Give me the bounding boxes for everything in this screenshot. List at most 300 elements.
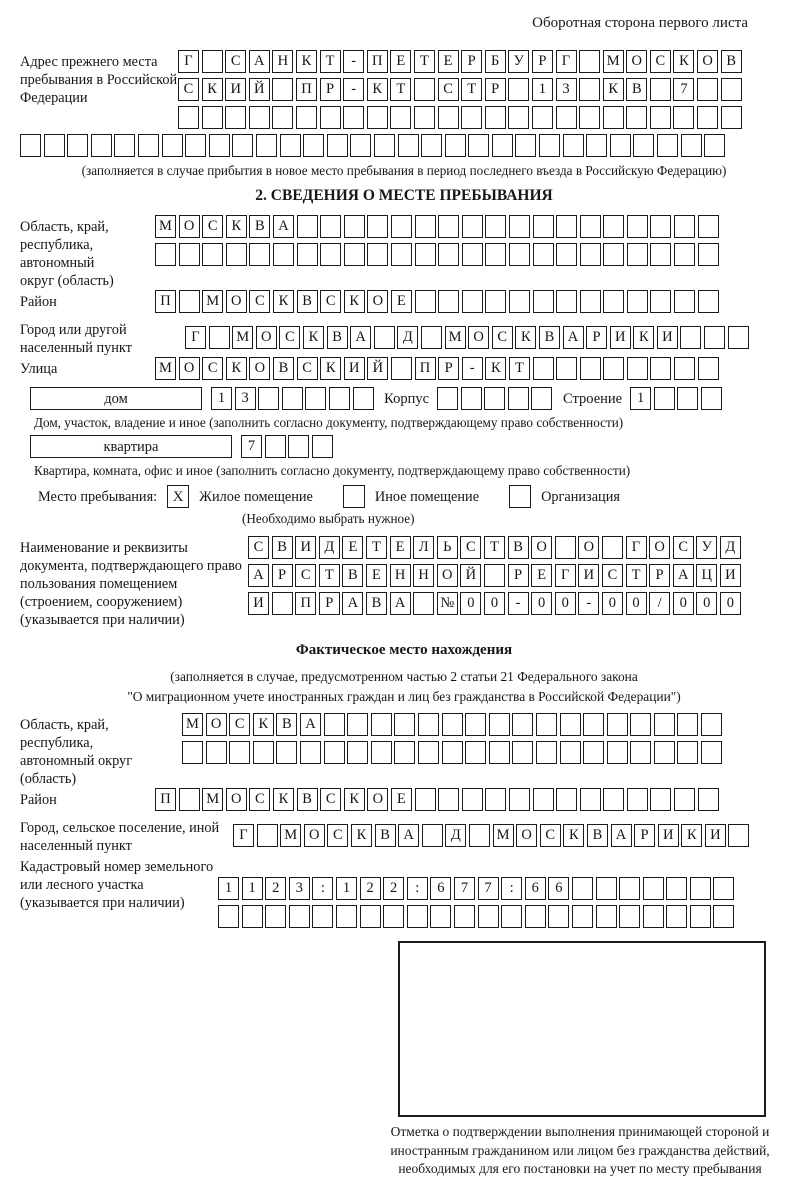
char-cell[interactable]: К: [351, 824, 372, 847]
char-cell[interactable]: 0: [531, 592, 552, 615]
char-cell[interactable]: К: [273, 788, 294, 811]
district-row[interactable]: [155, 290, 721, 313]
char-cell[interactable]: [206, 741, 227, 764]
char-cell[interactable]: А: [611, 824, 632, 847]
char-cell[interactable]: [690, 905, 711, 928]
char-cell[interactable]: П: [367, 50, 388, 73]
char-cell[interactable]: [508, 106, 529, 129]
char-cell[interactable]: [586, 134, 607, 157]
char-cell[interactable]: 1: [242, 877, 263, 900]
actual-district-row[interactable]: [155, 788, 721, 811]
char-cell[interactable]: [677, 741, 698, 764]
char-cell[interactable]: Т: [461, 78, 482, 101]
char-cell[interactable]: [650, 290, 671, 313]
char-cell[interactable]: Р: [438, 357, 459, 380]
char-cell[interactable]: О: [179, 357, 200, 380]
char-cell[interactable]: Г: [233, 824, 254, 847]
char-cell[interactable]: [282, 387, 303, 410]
stroenie-cells[interactable]: [630, 387, 724, 410]
char-cell[interactable]: К: [202, 78, 223, 101]
char-cell[interactable]: И: [295, 536, 316, 559]
char-cell[interactable]: [484, 387, 505, 410]
char-cell[interactable]: [555, 536, 576, 559]
char-cell[interactable]: К: [673, 50, 694, 73]
region-row-1[interactable]: [155, 215, 721, 238]
char-cell[interactable]: [580, 215, 601, 238]
char-cell[interactable]: [182, 741, 203, 764]
actual-region-row-1[interactable]: [182, 713, 725, 736]
char-cell[interactable]: М: [202, 788, 223, 811]
char-cell[interactable]: [442, 741, 463, 764]
char-cell[interactable]: [666, 905, 687, 928]
prev-address-row-2[interactable]: [178, 78, 744, 101]
char-cell[interactable]: Т: [626, 564, 647, 587]
char-cell[interactable]: [603, 215, 624, 238]
char-cell[interactable]: [509, 290, 530, 313]
char-cell[interactable]: [697, 78, 718, 101]
char-cell[interactable]: М: [445, 326, 466, 349]
char-cell[interactable]: [563, 134, 584, 157]
char-cell[interactable]: [218, 905, 239, 928]
char-cell[interactable]: [438, 290, 459, 313]
char-cell[interactable]: [627, 788, 648, 811]
char-cell[interactable]: К: [344, 290, 365, 313]
char-cell[interactable]: С: [202, 215, 223, 238]
char-cell[interactable]: [713, 905, 734, 928]
char-cell[interactable]: 7: [673, 78, 694, 101]
char-cell[interactable]: [297, 215, 318, 238]
document-row-1[interactable]: [248, 536, 743, 559]
char-cell[interactable]: [465, 741, 486, 764]
char-cell[interactable]: [602, 536, 623, 559]
char-cell[interactable]: [650, 357, 671, 380]
char-cell[interactable]: К: [273, 290, 294, 313]
char-cell[interactable]: А: [673, 564, 694, 587]
char-cell[interactable]: [704, 134, 725, 157]
apartment-cells[interactable]: [241, 435, 335, 458]
char-cell[interactable]: [462, 788, 483, 811]
char-cell[interactable]: [512, 713, 533, 736]
char-cell[interactable]: 0: [673, 592, 694, 615]
char-cell[interactable]: [515, 134, 536, 157]
char-cell[interactable]: [580, 243, 601, 266]
char-cell[interactable]: Л: [413, 536, 434, 559]
char-cell[interactable]: [67, 134, 88, 157]
char-cell[interactable]: В: [587, 824, 608, 847]
char-cell[interactable]: С: [249, 290, 270, 313]
char-cell[interactable]: [350, 134, 371, 157]
char-cell[interactable]: Д: [445, 824, 466, 847]
char-cell[interactable]: [422, 824, 443, 847]
char-cell[interactable]: [398, 134, 419, 157]
char-cell[interactable]: -: [343, 78, 364, 101]
char-cell[interactable]: 1: [532, 78, 553, 101]
char-cell[interactable]: А: [563, 326, 584, 349]
char-cell[interactable]: М: [202, 290, 223, 313]
char-cell[interactable]: [596, 905, 617, 928]
char-cell[interactable]: -: [508, 592, 529, 615]
char-cell[interactable]: [347, 741, 368, 764]
char-cell[interactable]: [297, 243, 318, 266]
char-cell[interactable]: [312, 435, 333, 458]
char-cell[interactable]: [353, 387, 374, 410]
char-cell[interactable]: [489, 713, 510, 736]
char-cell[interactable]: [713, 877, 734, 900]
char-cell[interactable]: Т: [414, 50, 435, 73]
char-cell[interactable]: [680, 326, 701, 349]
char-cell[interactable]: Т: [484, 536, 505, 559]
char-cell[interactable]: [674, 788, 695, 811]
char-cell[interactable]: [654, 713, 675, 736]
char-cell[interactable]: В: [366, 592, 387, 615]
char-cell[interactable]: О: [304, 824, 325, 847]
char-cell[interactable]: [91, 134, 112, 157]
char-cell[interactable]: [296, 106, 317, 129]
char-cell[interactable]: А: [398, 824, 419, 847]
char-cell[interactable]: О: [516, 824, 537, 847]
char-cell[interactable]: К: [296, 50, 317, 73]
char-cell[interactable]: [489, 741, 510, 764]
char-cell[interactable]: [367, 106, 388, 129]
char-cell[interactable]: [603, 243, 624, 266]
char-cell[interactable]: [531, 387, 552, 410]
char-cell[interactable]: И: [248, 592, 269, 615]
char-cell[interactable]: [367, 243, 388, 266]
char-cell[interactable]: Т: [320, 50, 341, 73]
char-cell[interactable]: [583, 741, 604, 764]
char-cell[interactable]: С: [225, 50, 246, 73]
char-cell[interactable]: [249, 243, 270, 266]
char-cell[interactable]: [155, 243, 176, 266]
char-cell[interactable]: [312, 905, 333, 928]
char-cell[interactable]: [394, 741, 415, 764]
char-cell[interactable]: Т: [509, 357, 530, 380]
char-cell[interactable]: В: [276, 713, 297, 736]
char-cell[interactable]: А: [248, 564, 269, 587]
char-cell[interactable]: [677, 713, 698, 736]
char-cell[interactable]: [690, 877, 711, 900]
char-cell[interactable]: Р: [586, 326, 607, 349]
char-cell[interactable]: С: [327, 824, 348, 847]
char-cell[interactable]: В: [249, 215, 270, 238]
actual-city-row[interactable]: [233, 824, 752, 847]
char-cell[interactable]: Р: [319, 592, 340, 615]
house-box[interactable]: дом: [30, 387, 202, 410]
prev-address-row-3[interactable]: [178, 106, 744, 129]
char-cell[interactable]: [336, 905, 357, 928]
char-cell[interactable]: И: [705, 824, 726, 847]
char-cell[interactable]: 1: [218, 877, 239, 900]
char-cell[interactable]: [603, 290, 624, 313]
char-cell[interactable]: [462, 215, 483, 238]
char-cell[interactable]: К: [253, 713, 274, 736]
char-cell[interactable]: [391, 357, 412, 380]
street-row[interactable]: [155, 357, 721, 380]
char-cell[interactable]: [579, 50, 600, 73]
char-cell[interactable]: Ц: [696, 564, 717, 587]
char-cell[interactable]: 0: [696, 592, 717, 615]
char-cell[interactable]: В: [342, 564, 363, 587]
char-cell[interactable]: [394, 713, 415, 736]
char-cell[interactable]: С: [202, 357, 223, 380]
char-cell[interactable]: [272, 106, 293, 129]
char-cell[interactable]: -: [578, 592, 599, 615]
char-cell[interactable]: М: [232, 326, 253, 349]
char-cell[interactable]: Й: [460, 564, 481, 587]
char-cell[interactable]: [445, 134, 466, 157]
char-cell[interactable]: [630, 741, 651, 764]
char-cell[interactable]: 0: [720, 592, 741, 615]
apartment-box[interactable]: квартира: [30, 435, 232, 458]
char-cell[interactable]: И: [344, 357, 365, 380]
char-cell[interactable]: К: [320, 357, 341, 380]
char-cell[interactable]: [548, 905, 569, 928]
char-cell[interactable]: [438, 788, 459, 811]
char-cell[interactable]: [478, 905, 499, 928]
char-cell[interactable]: П: [155, 788, 176, 811]
char-cell[interactable]: С: [229, 713, 250, 736]
char-cell[interactable]: [202, 50, 223, 73]
char-cell[interactable]: [276, 741, 297, 764]
char-cell[interactable]: -: [462, 357, 483, 380]
char-cell[interactable]: Р: [461, 50, 482, 73]
char-cell[interactable]: Т: [366, 536, 387, 559]
char-cell[interactable]: К: [367, 78, 388, 101]
char-cell[interactable]: [202, 106, 223, 129]
char-cell[interactable]: О: [649, 536, 670, 559]
char-cell[interactable]: [556, 290, 577, 313]
char-cell[interactable]: О: [256, 326, 277, 349]
char-cell[interactable]: [666, 877, 687, 900]
char-cell[interactable]: [485, 290, 506, 313]
char-cell[interactable]: [721, 106, 742, 129]
char-cell[interactable]: [179, 290, 200, 313]
char-cell[interactable]: П: [415, 357, 436, 380]
char-cell[interactable]: Т: [390, 78, 411, 101]
char-cell[interactable]: /: [649, 592, 670, 615]
char-cell[interactable]: К: [681, 824, 702, 847]
char-cell[interactable]: :: [312, 877, 333, 900]
char-cell[interactable]: [579, 106, 600, 129]
char-cell[interactable]: [265, 905, 286, 928]
char-cell[interactable]: 2: [360, 877, 381, 900]
char-cell[interactable]: Е: [531, 564, 552, 587]
char-cell[interactable]: [627, 243, 648, 266]
char-cell[interactable]: [225, 106, 246, 129]
char-cell[interactable]: П: [155, 290, 176, 313]
char-cell[interactable]: С: [602, 564, 623, 587]
char-cell[interactable]: Г: [178, 50, 199, 73]
char-cell[interactable]: [650, 78, 671, 101]
char-cell[interactable]: В: [297, 290, 318, 313]
char-cell[interactable]: [603, 106, 624, 129]
char-cell[interactable]: [627, 215, 648, 238]
char-cell[interactable]: К: [344, 788, 365, 811]
char-cell[interactable]: Р: [649, 564, 670, 587]
prev-address-row-1[interactable]: [178, 50, 744, 73]
char-cell[interactable]: [508, 78, 529, 101]
char-cell[interactable]: [698, 290, 719, 313]
char-cell[interactable]: [485, 215, 506, 238]
char-cell[interactable]: [657, 134, 678, 157]
char-cell[interactable]: [560, 741, 581, 764]
char-cell[interactable]: [20, 134, 41, 157]
char-cell[interactable]: [492, 134, 513, 157]
char-cell[interactable]: К: [633, 326, 654, 349]
char-cell[interactable]: [603, 788, 624, 811]
char-cell[interactable]: О: [531, 536, 552, 559]
char-cell[interactable]: [347, 713, 368, 736]
char-cell[interactable]: [265, 435, 286, 458]
char-cell[interactable]: 7: [454, 877, 475, 900]
char-cell[interactable]: [697, 106, 718, 129]
char-cell[interactable]: Е: [342, 536, 363, 559]
char-cell[interactable]: 3: [556, 78, 577, 101]
char-cell[interactable]: С: [320, 290, 341, 313]
checkbox-other-premises[interactable]: [343, 485, 365, 508]
char-cell[interactable]: Р: [320, 78, 341, 101]
char-cell[interactable]: [418, 741, 439, 764]
char-cell[interactable]: [421, 326, 442, 349]
char-cell[interactable]: [533, 357, 554, 380]
char-cell[interactable]: С: [297, 357, 318, 380]
char-cell[interactable]: [256, 134, 277, 157]
char-cell[interactable]: [633, 134, 654, 157]
char-cell[interactable]: [501, 905, 522, 928]
char-cell[interactable]: [202, 243, 223, 266]
char-cell[interactable]: [539, 134, 560, 157]
char-cell[interactable]: [674, 243, 695, 266]
char-cell[interactable]: [572, 877, 593, 900]
char-cell[interactable]: Г: [556, 50, 577, 73]
char-cell[interactable]: Г: [555, 564, 576, 587]
char-cell[interactable]: 2: [383, 877, 404, 900]
char-cell[interactable]: О: [179, 215, 200, 238]
char-cell[interactable]: [650, 788, 671, 811]
char-cell[interactable]: [556, 788, 577, 811]
char-cell[interactable]: И: [658, 824, 679, 847]
char-cell[interactable]: :: [407, 877, 428, 900]
char-cell[interactable]: [556, 243, 577, 266]
char-cell[interactable]: О: [367, 290, 388, 313]
char-cell[interactable]: Й: [367, 357, 388, 380]
char-cell[interactable]: 6: [430, 877, 451, 900]
char-cell[interactable]: [300, 741, 321, 764]
char-cell[interactable]: [454, 905, 475, 928]
char-cell[interactable]: С: [248, 536, 269, 559]
char-cell[interactable]: [232, 134, 253, 157]
char-cell[interactable]: [438, 215, 459, 238]
char-cell[interactable]: [673, 106, 694, 129]
char-cell[interactable]: [556, 106, 577, 129]
char-cell[interactable]: И: [225, 78, 246, 101]
char-cell[interactable]: [643, 877, 664, 900]
char-cell[interactable]: В: [375, 824, 396, 847]
char-cell[interactable]: [257, 824, 278, 847]
char-cell[interactable]: [226, 243, 247, 266]
char-cell[interactable]: Н: [272, 50, 293, 73]
char-cell[interactable]: [114, 134, 135, 157]
char-cell[interactable]: С: [178, 78, 199, 101]
char-cell[interactable]: [468, 134, 489, 157]
char-cell[interactable]: [509, 243, 530, 266]
char-cell[interactable]: [485, 243, 506, 266]
char-cell[interactable]: О: [226, 290, 247, 313]
char-cell[interactable]: [418, 713, 439, 736]
char-cell[interactable]: [643, 905, 664, 928]
char-cell[interactable]: [728, 326, 749, 349]
char-cell[interactable]: В: [272, 536, 293, 559]
char-cell[interactable]: [728, 824, 749, 847]
char-cell[interactable]: А: [249, 50, 270, 73]
char-cell[interactable]: [438, 243, 459, 266]
char-cell[interactable]: О: [367, 788, 388, 811]
char-cell[interactable]: [320, 215, 341, 238]
char-cell[interactable]: П: [295, 592, 316, 615]
char-cell[interactable]: [272, 592, 293, 615]
char-cell[interactable]: [556, 357, 577, 380]
char-cell[interactable]: [415, 215, 436, 238]
char-cell[interactable]: [229, 741, 250, 764]
char-cell[interactable]: В: [721, 50, 742, 73]
char-cell[interactable]: [572, 905, 593, 928]
char-cell[interactable]: [289, 905, 310, 928]
char-cell[interactable]: [360, 905, 381, 928]
char-cell[interactable]: Н: [390, 564, 411, 587]
char-cell[interactable]: С: [540, 824, 561, 847]
char-cell[interactable]: [603, 357, 624, 380]
char-cell[interactable]: 7: [478, 877, 499, 900]
char-cell[interactable]: М: [182, 713, 203, 736]
char-cell[interactable]: [580, 290, 601, 313]
char-cell[interactable]: 2: [265, 877, 286, 900]
char-cell[interactable]: И: [720, 564, 741, 587]
char-cell[interactable]: К: [485, 357, 506, 380]
char-cell[interactable]: А: [350, 326, 371, 349]
prev-address-row-4[interactable]: [20, 134, 788, 157]
char-cell[interactable]: К: [303, 326, 324, 349]
char-cell[interactable]: [630, 713, 651, 736]
char-cell[interactable]: Е: [438, 50, 459, 73]
char-cell[interactable]: 0: [602, 592, 623, 615]
char-cell[interactable]: 0: [484, 592, 505, 615]
char-cell[interactable]: [619, 877, 640, 900]
char-cell[interactable]: [343, 106, 364, 129]
char-cell[interactable]: Е: [390, 536, 411, 559]
char-cell[interactable]: [391, 215, 412, 238]
char-cell[interactable]: О: [206, 713, 227, 736]
char-cell[interactable]: [324, 741, 345, 764]
char-cell[interactable]: Р: [532, 50, 553, 73]
region-row-2[interactable]: [155, 243, 721, 266]
char-cell[interactable]: 1: [630, 387, 651, 410]
char-cell[interactable]: [698, 788, 719, 811]
char-cell[interactable]: Б: [485, 50, 506, 73]
char-cell[interactable]: [383, 905, 404, 928]
char-cell[interactable]: [533, 290, 554, 313]
char-cell[interactable]: 0: [626, 592, 647, 615]
char-cell[interactable]: [462, 243, 483, 266]
char-cell[interactable]: [329, 387, 350, 410]
char-cell[interactable]: [607, 741, 628, 764]
char-cell[interactable]: [324, 713, 345, 736]
char-cell[interactable]: [249, 106, 270, 129]
char-cell[interactable]: О: [226, 788, 247, 811]
char-cell[interactable]: [258, 387, 279, 410]
checkbox-organization[interactable]: [509, 485, 531, 508]
char-cell[interactable]: О: [697, 50, 718, 73]
char-cell[interactable]: [438, 106, 459, 129]
